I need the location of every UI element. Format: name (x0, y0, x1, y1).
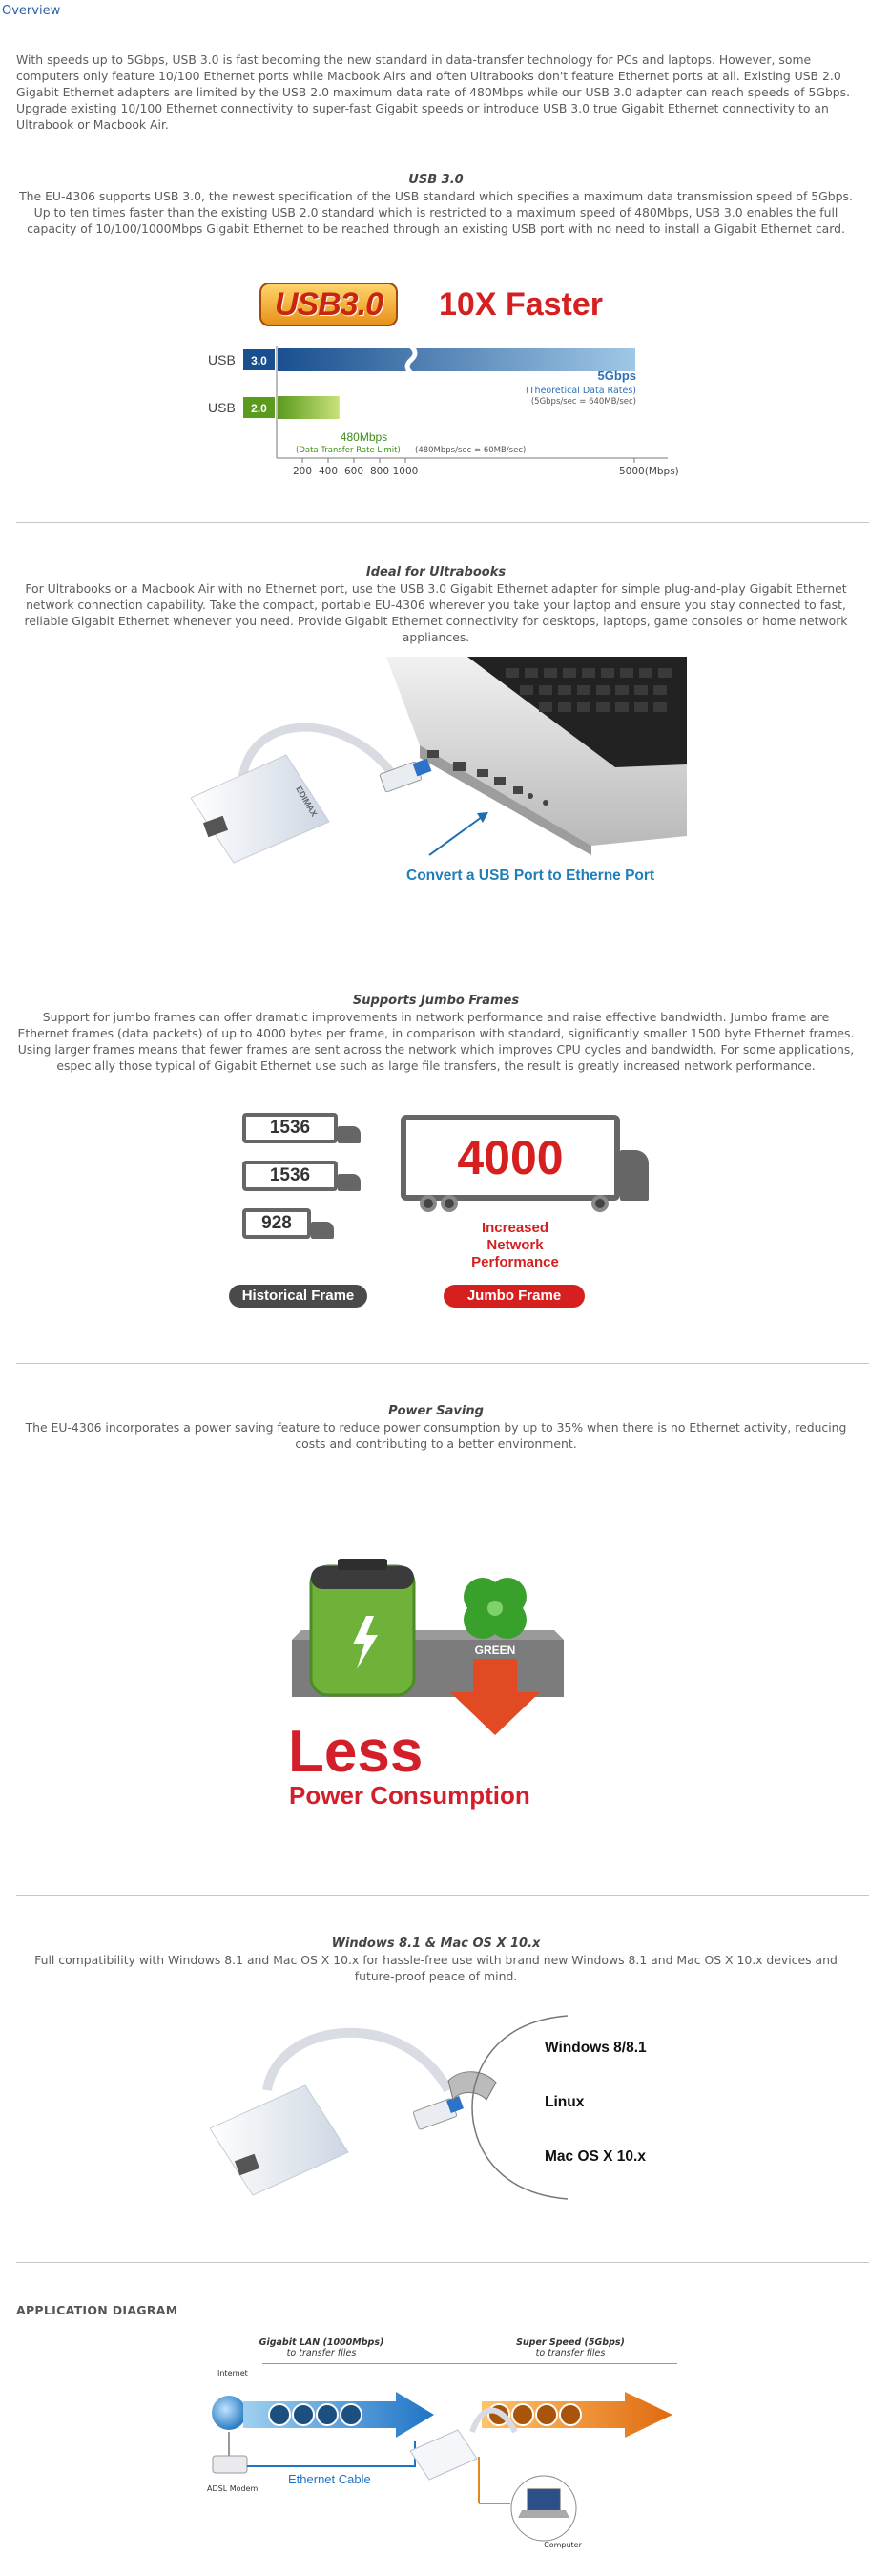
frame-truck (242, 1161, 338, 1191)
computer-label: Computer (544, 2541, 582, 2549)
jumbo-truck (401, 1115, 620, 1201)
historical-frames (229, 1111, 372, 1245)
gigabit-lan-title: Gigabit LAN (1000Mbps) (259, 2337, 384, 2348)
internet-label: Internet (217, 2369, 248, 2377)
tab-overview[interactable]: Overview (2, 4, 61, 18)
os-linux: Linux (545, 2094, 585, 2110)
intro-text: With speeds up to 5Gbps, USB 3.0 is fast becoming the new standard in data-transfer technology for PCs and laptops. However, some computers only feature 10/100 Ethernet ports while Macbook Airs and often Ultrabooks don't feature Ethernet ports at all. Existing USB 2.0 Gigabit Ethernet adapters are limited by the USB 2.0 maximum data rate of 480Mbps while our USB 3.0 adapter can reach speeds of 5Gbps. Upgrade existing 10/100 Ethernet connectivity to super-fast Gigabit speeds or introduce USB 3.0 true Gigabit Ethernet connectivity to an Ultrabook or Macbook Air. (16, 52, 851, 132)
note-detail: (5Gbps/sec = 640MB/sec) (530, 397, 636, 407)
data-label: 480Mbps (340, 430, 388, 444)
note-detail: (480Mbps/sec = 60MB/sec) (415, 446, 527, 455)
jumbo-caption (448, 1220, 582, 1271)
frame-truck (242, 1208, 311, 1239)
bar-usb-3-0 (278, 348, 635, 371)
os-title: Windows 8.1 & Mac OS X 10.x (331, 1937, 541, 1951)
modem-icon (213, 2456, 247, 2473)
frame-value: 1536 (269, 1118, 311, 1138)
version-badge-label: 3.0 (251, 354, 267, 367)
category-label: USB (208, 400, 236, 415)
frame-value: 1536 (269, 1165, 311, 1185)
truck-wheel (441, 1195, 458, 1212)
ethernet-adapter (410, 2430, 477, 2480)
jumbo-caption-line: Increased (481, 1220, 549, 1236)
super-speed-label (499, 2337, 642, 2358)
usb3-text: The EU-4306 supports USB 3.0, the newest specification of the USB standard which specifies a maximum data transmission speed of 5Gbps. Up to ten times faster than the existing USB 2.0 standard which is restricted to a maximum speed of 480Mbps, USB 3.0 enables the full capacity of 10/100/1000Mbps Gigabit Ethernet to be reached through an existing USB port with no need to install a Gigabit Ethernet card. (19, 189, 853, 236)
app-diagram-heading: APPLICATION DIAGRAM (16, 2303, 178, 2317)
super-speed-sub: to transfer files (535, 2348, 606, 2358)
category-label: USB (208, 352, 236, 367)
usb3-title: USB 3.0 (408, 173, 464, 187)
jumbo-caption-line: Performance (471, 1254, 559, 1270)
gigabit-lan-sub: to transfer files (286, 2348, 357, 2358)
adsl-modem-label: ADSL Modem (207, 2484, 259, 2493)
note-label: (Data Transfer Rate Limit) (296, 446, 401, 455)
os-windows: Windows 8/8.1 (545, 2040, 647, 2056)
ten-x-faster-text: 10X Faster (439, 286, 603, 323)
jumbo-title: Supports Jumbo Frames (352, 994, 520, 1008)
laptop-icon (528, 2489, 560, 2510)
power-consumption-label: Power Consumption (289, 1781, 530, 1810)
bar-usb-2-0 (278, 396, 340, 419)
clover-icon (464, 1578, 527, 1639)
jumbo-caption-line: Network (486, 1237, 544, 1253)
application-diagram (196, 2365, 682, 2556)
truck-cab (338, 1174, 361, 1191)
ethernet-cable-line (247, 2441, 415, 2466)
usb3-logo: USB3.0 (259, 283, 398, 326)
version-badge-label: 2.0 (251, 402, 267, 415)
x-tick-label: 5000(Mbps) (619, 466, 679, 477)
frame-value: 928 (261, 1213, 292, 1233)
truck-cab (311, 1222, 334, 1239)
jumbo-truck-cab (620, 1150, 649, 1201)
truck-wheel (420, 1195, 437, 1212)
x-tick-label: 800 (369, 466, 390, 477)
jumbo-text: Support for jumbo frames can offer dramatic improvements in network performance and raise effective bandwidth. Jumbo frame are Ethernet frames (data packets) of up to 4000 bytes per frame, in comparison with standard, significantly smaller 1500 byte Ethernet frames. Using larger frames means that fewer frames are sent across the network which improves CPU cycles and bandwidth. For some applications, especially those typical of Gigabit Ethernet use such as large file transfers, the result is greatly increased network performance. (17, 1010, 855, 1073)
jumbo-value: 4000 (457, 1131, 564, 1184)
os-text: Full compatibility with Windows 8.1 and Mac OS X 10.x for hassle-free use with brand new Windows 8.1 and Mac OS X 10.x devices and future-proof peace of mind. (34, 1953, 838, 1983)
convert-arrow (429, 817, 482, 855)
usb-speed-chart (191, 339, 687, 482)
ethernet-cable-label: Ethernet Cable (288, 2472, 371, 2486)
power-text: The EU-4306 incorporates a power saving feature to reduce power consumption by up to 35% when there is no Ethernet activity, reducing costs and contributing to a better environment. (25, 1420, 847, 1451)
ultrabooks-text: For Ultrabooks or a Macbook Air with no Ethernet port, use the USB 3.0 Gigabit Ethernet adapter for simple plug-and-play Gigabit Ethernet network connection capability. Take the compact, portable EU-4306 wherever you take your laptop and ensure you stay connected to fast, reliable Gigabit Ethernet whenever you need. Provide Gigabit Ethernet connectivity for desktops, laptops, game consoles or home network appliances. (24, 581, 848, 644)
ultrabooks-title: Ideal for Ultrabooks (365, 565, 507, 579)
truck-wheel (591, 1195, 609, 1212)
globe-icon (212, 2396, 246, 2430)
frame-truck (242, 1113, 338, 1143)
super-speed-title: Super Speed (5Gbps) (516, 2337, 625, 2348)
x-tick-label: 1000 (392, 466, 419, 477)
usb3-banner (259, 283, 641, 330)
adapter-brand: EDIMAX (294, 785, 320, 819)
x-tick-label: 600 (343, 466, 364, 477)
truck-cab (338, 1126, 361, 1143)
historical-frame-label: Historical Frame (229, 1285, 367, 1308)
os-macos: Mac OS X 10.x (545, 2148, 646, 2165)
note-label: (Theoretical Data Rates) (526, 386, 636, 396)
power-title: Power Saving (388, 1404, 484, 1418)
gigabit-lan-label (250, 2337, 393, 2358)
green-label: GREEN (474, 1644, 516, 1657)
jumbo-frame-label: Jumbo Frame (444, 1285, 585, 1308)
adapter-cable (267, 2033, 448, 2090)
convert-caption: Convert a USB Port to Etherne Port (406, 868, 655, 884)
x-tick-label: 400 (318, 466, 339, 477)
x-tick-label: 200 (292, 466, 313, 477)
ethernet-adapter (210, 2085, 348, 2195)
less-label: Less (288, 1719, 424, 1785)
data-label: 5Gbps (597, 368, 636, 383)
diagram-divider (262, 2363, 677, 2364)
